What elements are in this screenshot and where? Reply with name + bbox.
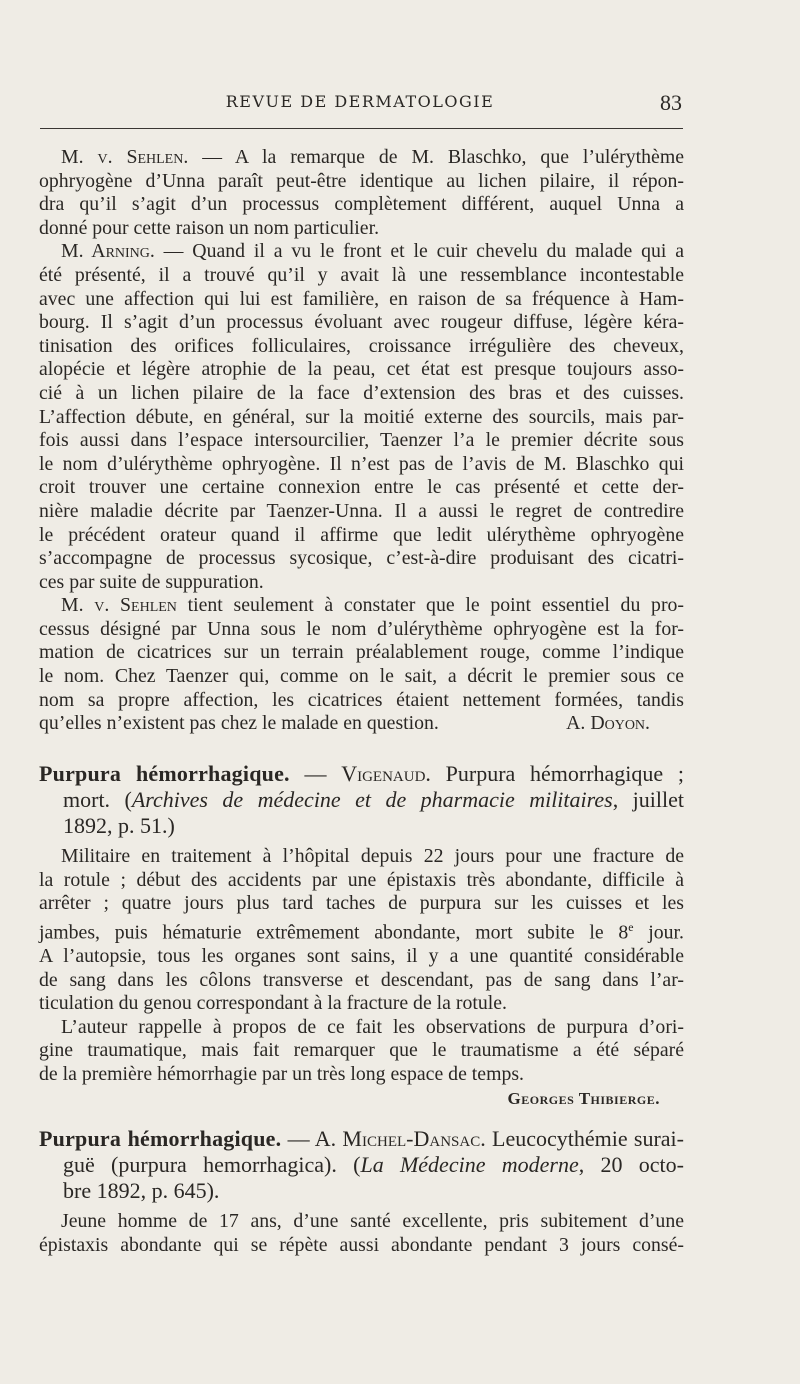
paragraph-line: Jeune homme de 17 ans, d’une santé excellente, pris subitement d’une xyxy=(61,1210,684,1232)
paragraph-line: cessus désigné par Unna sous le nom d’ulérythème ophryogène est la for- xyxy=(39,617,684,640)
page-header xyxy=(40,92,680,122)
paragraph-line: donné pour cette raison un nom particulier. xyxy=(39,216,380,239)
article-title: Purpura hémorrhagique. xyxy=(39,1126,282,1151)
paragraph-line: arrêter ; quatre jours plus tard taches de purpura sur les cuisses et les xyxy=(39,892,684,915)
paragraph-line: jambes, puis hématurie extrêmement abondante, mort subite le 8e jour. xyxy=(39,919,684,944)
paragraph-line: été présenté, il a trouvé qu’il y avait là une ressemblance incontestable xyxy=(39,263,684,286)
paragraph-line: ophryogène d’Unna paraît peut-être identique au lichen pilaire, il répon- xyxy=(39,169,684,192)
heading-line: Purpura hémorrhagique. — Vigenaud. Purpura hémorrhagique ; xyxy=(39,761,685,786)
paragraph-line: Militaire en traitement à l’hôpital depuis 22 jours pour une fracture de xyxy=(61,845,684,867)
signature: Georges Thibierge. xyxy=(507,1088,660,1108)
paragraph-line: A l’autopsie, tous les organes sont sains, il y a une quantité considérable xyxy=(39,944,684,967)
paragraph-line: fois aussi dans l’espace intersourcilier, Taenzer l’a le premier décrite sous xyxy=(39,429,684,452)
article-body xyxy=(39,845,684,1110)
article-body xyxy=(39,1210,684,1257)
paragraph-line: croit trouver une certaine connexion entre le cas présenté et cette der- xyxy=(39,476,684,499)
paragraph-line: bourg. Il s’agit d’un processus évoluant avec rougeur diffuse, légère kéra- xyxy=(39,311,684,334)
journal-title: La Médecine moderne xyxy=(360,1152,579,1177)
paragraph-line: M. v. Sehlen tient seulement à constater que le point essentiel du pro- xyxy=(61,594,685,617)
paragraph-line: avec une affection qui lui est familière, en raison de sa fréquence à Ham- xyxy=(39,287,684,310)
paragraph-line: le nom d’ulérythème ophryogène. Il n’est pas de l’avis de M. Blaschko qui xyxy=(39,452,684,475)
paragraph-line: tinisation des orifices folliculaires, croissance irrégulière des cheveux, xyxy=(39,334,684,357)
paragraph-line: épistaxis abondante qui se répète aussi abondante pendant 3 jours consé- xyxy=(39,1233,684,1256)
article-heading xyxy=(39,761,684,839)
paragraph-line: ticulation du genou correspondant à la fracture de la rotule. xyxy=(39,992,507,1015)
signature: A. Doyon. xyxy=(566,712,650,735)
paragraph-line: la rotule ; début des accidents par une épistaxis très abondante, difficile à xyxy=(39,868,684,891)
paragraph-line: cié à un lichen pilaire de la face d’extension des bras et des cuisses. xyxy=(39,381,684,404)
header-rule xyxy=(40,128,683,129)
paragraph-line: M. v. Sehlen. — A la remarque de M. Blaschko, que l’ulérythème xyxy=(61,146,684,168)
paragraph-line xyxy=(39,1087,684,1111)
page-number: 83 xyxy=(660,90,682,115)
paragraph-line: nière maladie décrite par Taenzer-Unna. Il a aussi le regret de contredire xyxy=(39,499,684,522)
heading-line: mort. (Archives de médecine et de pharmacie militaires, juillet xyxy=(63,787,684,812)
heading-line: Purpura hémorrhagique. — A. Michel-Dansac. Leucocythémie surai- xyxy=(39,1126,684,1151)
speaker-name: M. v. Sehlen. xyxy=(61,146,189,168)
paragraph-line: L’auteur rappelle à propos de ce fait les observations de purpura d’ori- xyxy=(61,1015,684,1038)
speaker-name: M. Arning. xyxy=(61,240,155,263)
paragraph-line: qu’elles n’existent pas chez le malade en question. A. Doyon. xyxy=(39,712,684,736)
heading-line: 1892, p. 51.) xyxy=(63,813,175,838)
paragraph-line: M. Arning. — Quand il a vu le front et le cuir chevelu du malade qui a xyxy=(61,240,684,263)
paragraph-line: nom sa propre affection, les cicatrices étaient nettement formées, tandis xyxy=(39,688,684,711)
paragraph-line: ces par suite de suppuration. xyxy=(39,570,264,593)
paragraph-line: dra qu’il s’agit d’un processus complètement différent, auquel Unna a xyxy=(39,193,684,216)
journal-title: Archives de médecine et de pharmacie militaires xyxy=(131,787,613,812)
paragraph-line: de la première hémorrhagie par un très long espace de temps. xyxy=(39,1062,524,1085)
article-heading xyxy=(39,1126,684,1204)
speaker-name: M. v. Sehlen xyxy=(61,594,177,617)
paragraph-line: L’affection débute, en général, sur la moitié externe des sourcils, mais par- xyxy=(39,405,684,428)
paragraph-line: le nom. Chez Taenzer qui, comme on le sait, a décrit le premier sous ce xyxy=(39,665,684,688)
heading-line: bre 1892, p. 645). xyxy=(63,1178,220,1203)
paragraph-line: alopécie et légère atrophie de la peau, cet état est presque toujours asso- xyxy=(39,358,684,381)
running-title: REVUE DE DERMATOLOGIE xyxy=(225,92,495,111)
article-author: Vigenaud. xyxy=(341,761,431,786)
paragraph-line: gine traumatique, mais fait remarquer que le traumatisme a été séparé xyxy=(39,1039,684,1062)
paragraph-line: le précédent orateur quand il affirme que ledit ulérythème ophryogène xyxy=(39,523,684,546)
heading-line: guë (purpura hemorrhagica). (La Médecine moderne, 20 octo- xyxy=(63,1152,684,1177)
article-author: Michel-Dansac. xyxy=(342,1126,486,1151)
article-title: Purpura hémorrhagique. xyxy=(39,761,290,786)
paragraph-line: mation de cicatrices sur un terrain préalablement rouge, comme l’indique xyxy=(39,641,684,664)
paragraph-line: s’accompagne de processus sycosique, c’est-à-dire produisant des cicatri- xyxy=(39,547,684,570)
discussion-section xyxy=(39,146,684,736)
paragraph-line: de sang dans les côlons transverse et descendant, pas de sang dans l’ar- xyxy=(39,968,684,991)
